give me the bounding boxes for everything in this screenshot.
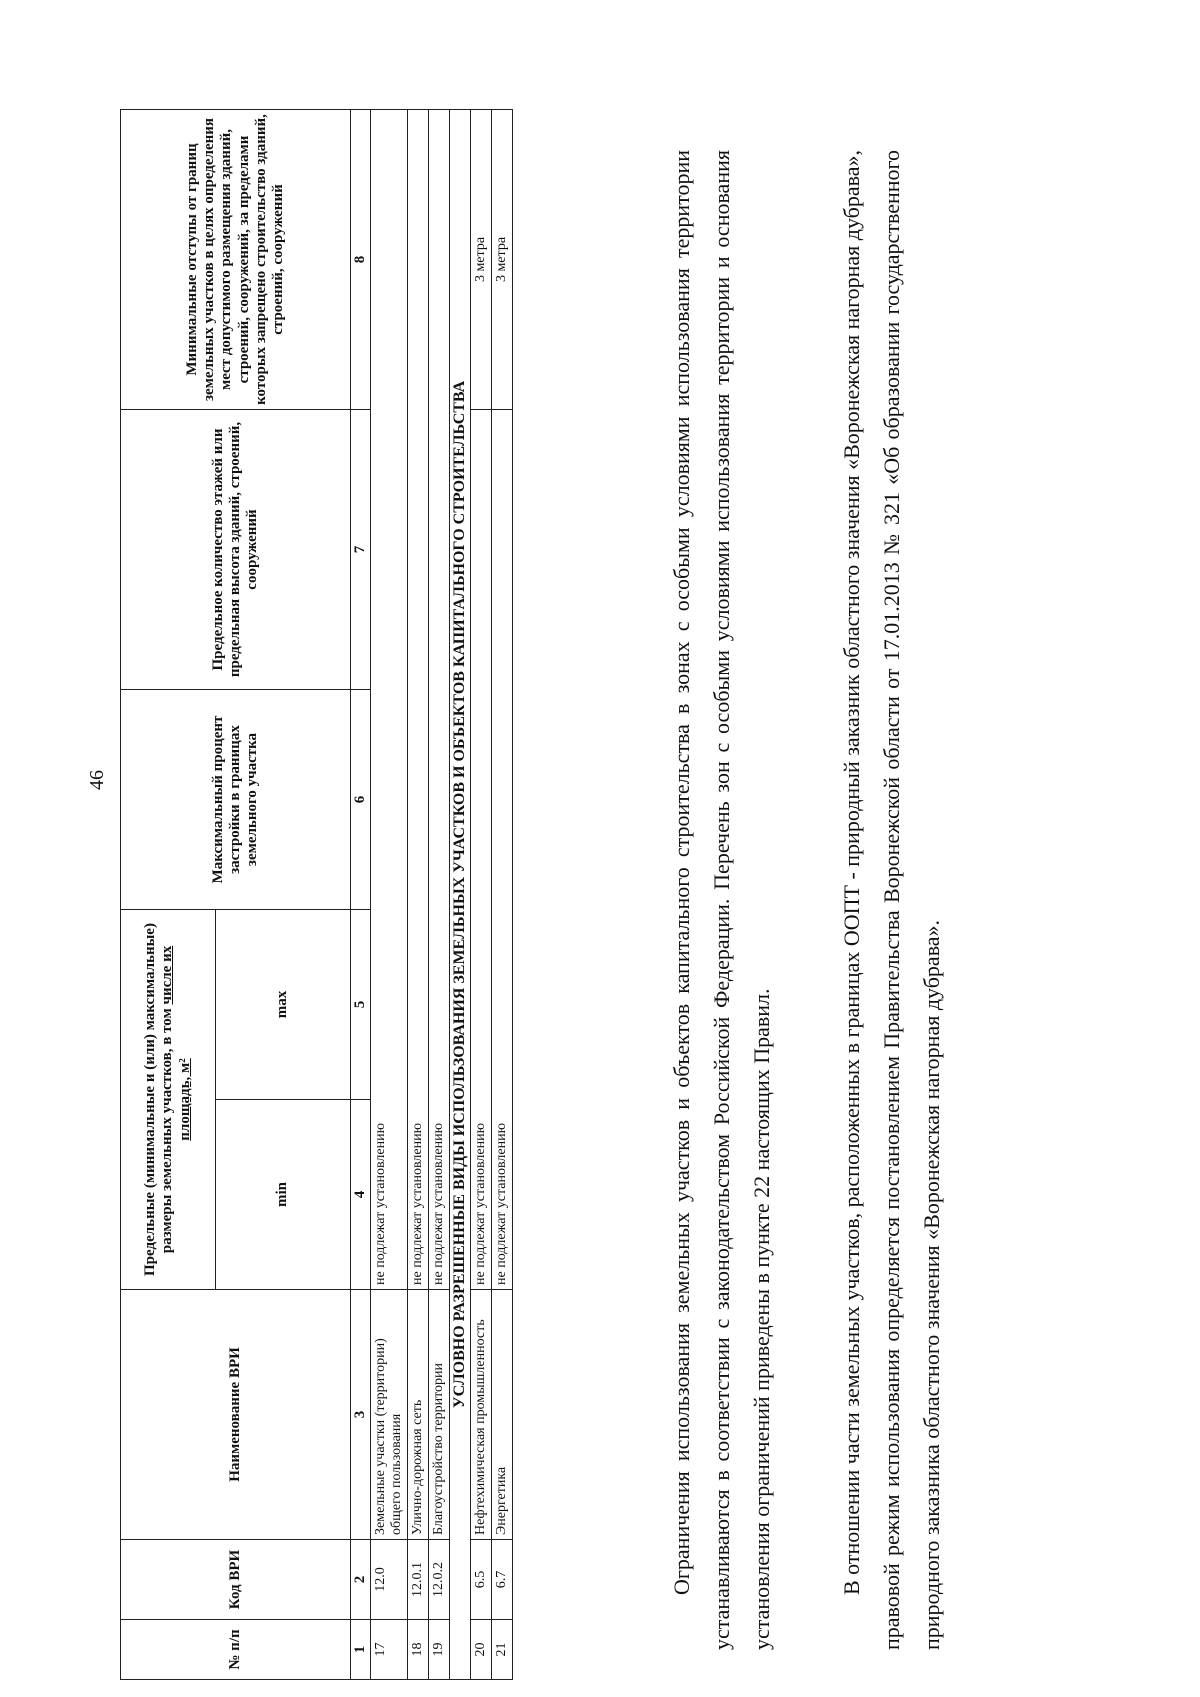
table-row bbox=[371, 110, 408, 1680]
header-num: № п/п bbox=[121, 1620, 351, 1680]
row-setback: 3 метра bbox=[492, 110, 513, 410]
row-num: 20 bbox=[471, 1620, 492, 1680]
table-header-row bbox=[121, 110, 216, 1680]
paragraph-oopt-text: В отношении части земельных участков, расположенных в границах ООПТ - природный заказник областного значения «Воронежская нагорная дубрава», правовой режим использования определяется постановлением Правительства Воронежской области от 17.01.2013 № 321 «Об образовании государственного природного заказника областного значения «Воронежская нагорная дубрава». bbox=[839, 150, 944, 1650]
table-row bbox=[429, 110, 450, 1680]
row-value: не подлежат установлению bbox=[471, 410, 492, 1290]
row-name: Энергетика bbox=[492, 1290, 513, 1540]
column-numbers-row bbox=[351, 110, 371, 1680]
header-max: max bbox=[216, 910, 351, 1100]
paragraph-oopt bbox=[832, 150, 952, 1650]
row-name: Улично-дорожная сеть bbox=[408, 1290, 429, 1540]
row-code: 12.0 bbox=[371, 1540, 408, 1620]
row-code: 12.0.2 bbox=[429, 1540, 450, 1620]
col-num: 8 bbox=[351, 110, 371, 410]
page-number: 46 bbox=[86, 770, 108, 790]
table-row bbox=[471, 110, 492, 1680]
row-num: 18 bbox=[408, 1620, 429, 1680]
row-value: не подлежат установлению bbox=[408, 110, 429, 1290]
row-code: 6.7 bbox=[492, 1540, 513, 1620]
header-setbacks: Минимальные отступы от границ земельных участков в целях определения мест допустимого размещения зданий, строений, сооружений, за пределами которых запрещено строительство зданий, строений, сооружений bbox=[121, 110, 351, 410]
col-num: 1 bbox=[351, 1620, 371, 1680]
row-setback: 3 метра bbox=[471, 110, 492, 410]
table-row bbox=[408, 110, 429, 1680]
row-code: 6.5 bbox=[471, 1540, 492, 1620]
paragraph-restrictions bbox=[662, 150, 782, 1650]
col-num: 2 bbox=[351, 1540, 371, 1620]
vri-table bbox=[120, 109, 513, 1680]
section-row bbox=[450, 110, 471, 1680]
row-value: не подлежат установлению bbox=[429, 110, 450, 1290]
header-code: Код ВРИ bbox=[121, 1540, 351, 1620]
header-floors: Предельное количество этажей или предельная высота зданий, строений, сооружений bbox=[121, 410, 351, 690]
row-value: не подлежат установлению bbox=[371, 110, 408, 1290]
row-num: 21 bbox=[492, 1620, 513, 1680]
header-plot-sizes-underlined: числе их площадь, м² bbox=[159, 945, 193, 1141]
section-title: УСЛОВНО РАЗРЕШЕННЫЕ ВИДЫ ИСПОЛЬЗОВАНИЯ ЗЕМЕЛЬНЫХ УЧАСТКОВ И ОБЪЕКТОВ КАПИТАЛЬНОГО СТРОИТЕЛЬСТВА bbox=[450, 110, 471, 1680]
table-row bbox=[492, 110, 513, 1680]
row-name: Нефтехимическая промышленность bbox=[471, 1290, 492, 1540]
header-plot-sizes bbox=[121, 910, 216, 1290]
row-value: не подлежат установлению bbox=[492, 410, 513, 1290]
header-name: Наименование ВРИ bbox=[121, 1290, 351, 1540]
row-name: Земельные участки (территории) общего пользования bbox=[371, 1290, 408, 1540]
paragraph-restrictions-text: Ограничения использования земельных участков и объектов капитального строительства в зонах с особыми условиями использования территории устанавливаются в соответствии с законодательством Российской Федерации. Перечень зон с особыми условиями использования территории и основания установления ограничений приведены в пункте 22 настоящих Правил. bbox=[669, 150, 774, 1650]
header-plot-sizes-text: Предельные (минимальные и (или) максимальные) размеры земельных участков, в том bbox=[142, 923, 176, 1276]
row-num: 17 bbox=[371, 1620, 408, 1680]
header-max-percent: Максимальный процент застройки в границах земельного участка bbox=[121, 690, 351, 910]
col-num: 5 bbox=[351, 910, 371, 1100]
col-num: 7 bbox=[351, 410, 371, 690]
row-code: 12.0.1 bbox=[408, 1540, 429, 1620]
row-num: 19 bbox=[429, 1620, 450, 1680]
rotated-page-content bbox=[120, 100, 1160, 1690]
col-num: 3 bbox=[351, 1290, 371, 1540]
header-min: min bbox=[216, 1100, 351, 1290]
col-num: 4 bbox=[351, 1100, 371, 1290]
col-num: 6 bbox=[351, 690, 371, 910]
row-name: Благоустройство территории bbox=[429, 1290, 450, 1540]
